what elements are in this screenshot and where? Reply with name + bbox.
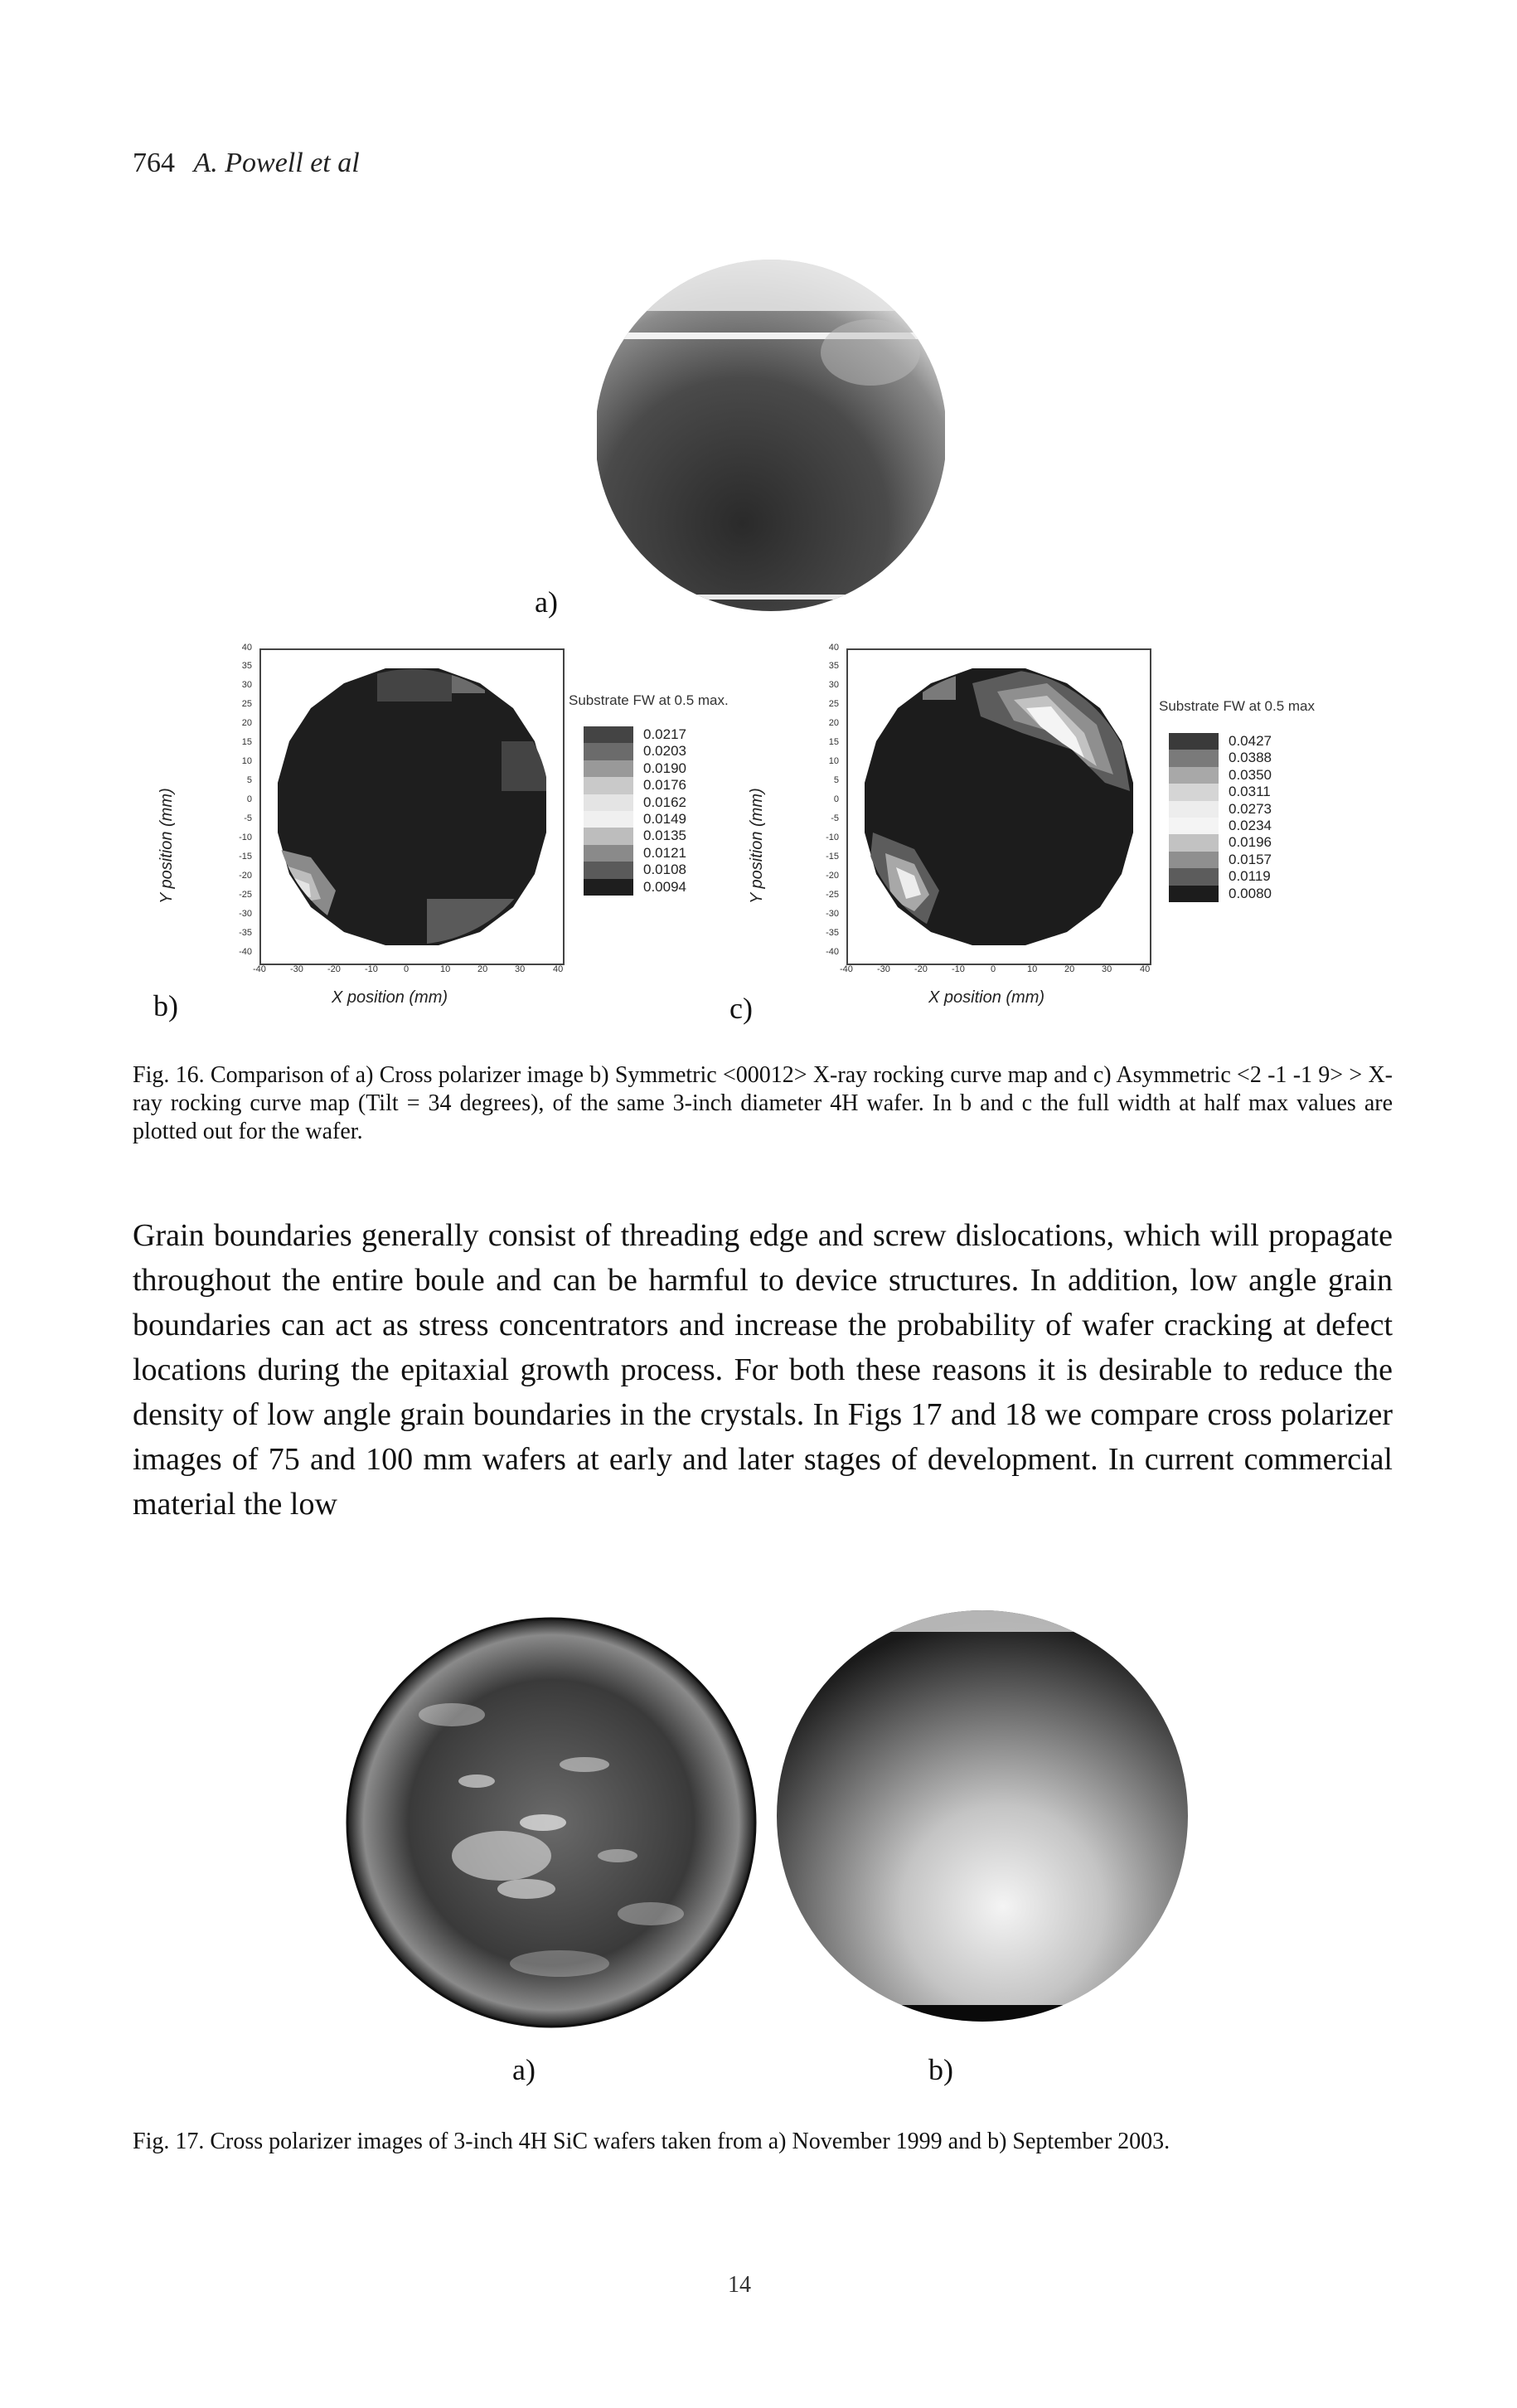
legend-value: 0.0311: [1229, 784, 1271, 800]
legend-swatch: [584, 794, 633, 811]
legend-swatch: [584, 845, 633, 862]
ytick: 10: [828, 756, 839, 766]
fig16b-yticks: [224, 643, 257, 974]
xtick: 20: [477, 964, 488, 974]
legend-value: 0.0149: [643, 810, 686, 827]
xtick: -40: [840, 964, 853, 974]
legend-item: [584, 760, 686, 777]
fig16b-xticks: [253, 964, 568, 978]
fig17b-wafer-image: [775, 1609, 1190, 2032]
ytick: 30: [828, 680, 839, 690]
running-head: [133, 148, 360, 179]
xtick: 0: [404, 964, 410, 974]
page-number: 14: [728, 2272, 751, 2298]
ytick: 0: [833, 794, 839, 804]
ytick: -10: [826, 833, 839, 842]
legend-item: [584, 811, 686, 828]
legend-item: [1169, 767, 1272, 784]
legend-swatch: [1169, 801, 1219, 818]
ytick: 35: [828, 661, 839, 671]
ytick: -30: [239, 909, 252, 919]
fig16c-legend-title: Substrate FW at 0.5 max: [1159, 698, 1316, 714]
ytick: 40: [241, 643, 252, 653]
legend-value: 0.0121: [643, 844, 686, 861]
fig17a-wafer-image: [344, 1615, 758, 2030]
legend-swatch: [584, 760, 633, 777]
legend-value: 0.0273: [1229, 800, 1272, 817]
ytick: 15: [828, 737, 839, 747]
legend-swatch: [584, 726, 633, 743]
fig16c-ylabel: Y position (mm): [748, 788, 766, 904]
ytick: 35: [241, 661, 252, 671]
legend-item: [1169, 818, 1272, 834]
legend-value: 0.0135: [643, 828, 686, 844]
ytick: -15: [239, 852, 252, 862]
xtick: -30: [290, 964, 303, 974]
legend-swatch: [1169, 767, 1219, 784]
legend-swatch: [584, 743, 633, 760]
legend-value: 0.0176: [643, 777, 686, 794]
ytick: -35: [239, 928, 252, 938]
running-head-author: A. Powell et al: [193, 148, 360, 178]
legend-swatch: [584, 862, 633, 878]
legend-value: 0.0162: [643, 794, 686, 810]
ytick: -40: [239, 947, 252, 957]
legend-item: [1169, 784, 1272, 800]
fig16a-label: a): [535, 585, 558, 619]
ytick: -20: [239, 871, 252, 881]
ytick: 20: [241, 718, 252, 728]
legend-item: [1169, 733, 1272, 750]
fig16-caption: Fig. 16. Comparison of a) Cross polarizer image b) Symmetric <00012> X-ray rocking curve map and c) Asymmetric <2 -1 -1 9> > X-ray rocking curve map (Tilt = 34 degrees), of the same 3-inch diameter 4H wafer. In b and c the full width at half max values are plotted out for the wafer.: [133, 1062, 1393, 1144]
fig16c-label: c): [729, 992, 753, 1025]
fig16b-map-frame: [259, 648, 565, 965]
fig16a-wafer-image: [597, 253, 945, 618]
ytick: 40: [828, 643, 839, 653]
legend-value: 0.0094: [643, 878, 686, 895]
fig16c-yticks: [811, 643, 844, 974]
ytick: -5: [831, 813, 839, 823]
legend-item: [584, 743, 686, 760]
legend-value: 0.0388: [1229, 750, 1272, 766]
legend-item: [584, 726, 686, 743]
legend-value: 0.0080: [1229, 885, 1272, 901]
ytick: 25: [241, 699, 252, 709]
ytick: -15: [826, 852, 839, 862]
legend-item: [584, 862, 686, 878]
xtick: 40: [1140, 964, 1151, 974]
ytick: -35: [826, 928, 839, 938]
legend-swatch: [1169, 886, 1219, 902]
legend-swatch: [584, 879, 633, 896]
legend-swatch: [584, 811, 633, 828]
legend-value: 0.0157: [1229, 851, 1272, 867]
legend-value: 0.0350: [1229, 766, 1272, 783]
legend-value: 0.0234: [1229, 817, 1272, 833]
fig16b-legend: [584, 726, 686, 896]
fig17a-label: a): [512, 2053, 536, 2086]
legend-item: [1169, 868, 1272, 885]
xtick: -10: [365, 964, 378, 974]
fig16b-ylabel: Y position (mm): [158, 788, 176, 904]
legend-swatch: [584, 828, 633, 844]
legend-item: [1169, 750, 1272, 766]
legend-item: [1169, 886, 1272, 902]
xtick: 10: [440, 964, 451, 974]
xtick: 20: [1064, 964, 1075, 974]
page-number-header: 764: [133, 148, 175, 178]
xtick: -40: [253, 964, 266, 974]
legend-item: [1169, 834, 1272, 851]
ytick: 0: [246, 794, 252, 804]
fig16c-map-frame: [846, 648, 1151, 965]
legend-swatch: [1169, 750, 1219, 766]
fig16b-xlabel: X position (mm): [332, 988, 448, 1007]
xtick: 30: [515, 964, 526, 974]
xtick: 30: [1102, 964, 1112, 974]
ytick: -25: [826, 890, 839, 900]
ytick: 5: [833, 775, 839, 785]
fig16b-contour-map: [261, 650, 563, 964]
ytick: 25: [828, 699, 839, 709]
legend-item: [584, 879, 686, 896]
legend-swatch: [584, 777, 633, 794]
legend-swatch: [1169, 733, 1219, 750]
fig16c-contour-map: [848, 650, 1150, 964]
legend-item: [1169, 801, 1272, 818]
body-paragraph: Grain boundaries generally consist of threading edge and screw dislocations, which will propagate throughout the entire boule and can be harmful to device structures. In addition, low angle grain boundaries can act as stress concentrators and increase the probability of wafer cracking at defect locations during the epitaxial growth process. For both these reasons it is desirable to reduce the density of low angle grain boundaries in the crystals. In Figs 17 and 18 we compare cross polarizer images of 75 and 100 mm wafers at early and later stages of development. In current commercial material the low: [133, 1218, 1393, 1522]
legend-item: [1169, 852, 1272, 868]
legend-swatch: [1169, 818, 1219, 834]
fig16c-xlabel: X position (mm): [928, 988, 1045, 1007]
fig17-caption: Fig. 17. Cross polarizer images of 3-inch 4H SiC wafers taken from a) November 1999 and b) September 2003.: [133, 2129, 1170, 2154]
legend-value: 0.0190: [643, 760, 686, 776]
fig16b-legend-title: Substrate FW at 0.5 max.: [569, 692, 729, 708]
legend-item: [584, 777, 686, 794]
legend-item: [584, 845, 686, 862]
fig16c-legend: [1169, 733, 1272, 902]
ytick: 5: [246, 775, 252, 785]
ytick: 20: [828, 718, 839, 728]
legend-swatch: [1169, 784, 1219, 800]
xtick: -10: [952, 964, 965, 974]
xtick: 10: [1027, 964, 1038, 974]
legend-value: 0.0196: [1229, 834, 1272, 851]
xtick: -30: [877, 964, 890, 974]
legend-item: [584, 828, 686, 844]
fig17b-label: b): [928, 2053, 953, 2086]
legend-swatch: [1169, 852, 1219, 868]
xtick: -20: [914, 964, 928, 974]
fig16c-xticks: [840, 964, 1155, 978]
legend-item: [584, 794, 686, 811]
legend-value: 0.0203: [643, 743, 686, 760]
ytick: -25: [239, 890, 252, 900]
xtick: 0: [991, 964, 996, 974]
ytick: 15: [241, 737, 252, 747]
legend-value: 0.0217: [643, 726, 686, 742]
xtick: 40: [553, 964, 564, 974]
legend-value: 0.0108: [643, 862, 686, 878]
ytick: -5: [244, 813, 252, 823]
legend-value: 0.0427: [1229, 733, 1272, 749]
legend-swatch: [1169, 834, 1219, 851]
ytick: -40: [826, 947, 839, 957]
ytick: 30: [241, 680, 252, 690]
ytick: -10: [239, 833, 252, 842]
ytick: -30: [826, 909, 839, 919]
fig16b-label: b): [153, 989, 178, 1022]
ytick: 10: [241, 756, 252, 766]
ytick: -20: [826, 871, 839, 881]
legend-swatch: [1169, 868, 1219, 885]
legend-value: 0.0119: [1229, 868, 1271, 885]
xtick: -20: [327, 964, 341, 974]
